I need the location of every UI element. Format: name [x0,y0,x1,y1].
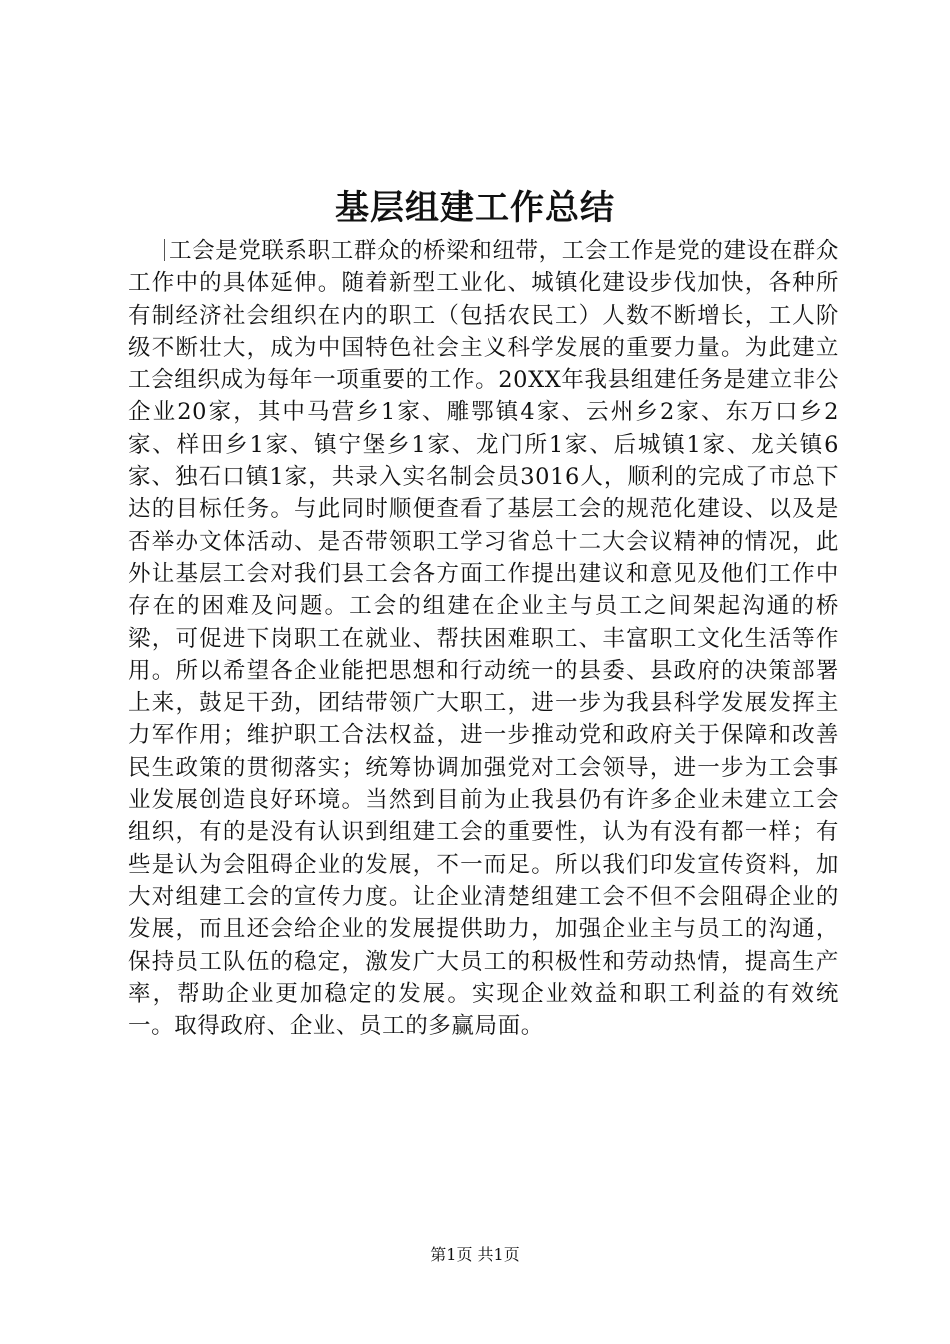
page-footer: 第1页 共1页 [430,1245,520,1264]
body-paragraph [128,235,839,1042]
text-cursor [164,239,165,261]
document-title: 基层组建工作总结 [335,188,615,228]
body-text: 工会是党联系职工群众的桥梁和纽带，工会工作是党的建设在群众工作中的具体延伸。随着新型工业化、城镇化建设步伐加快，各种所有制经济社会组织在内的职工（包括农民工）人数不断增长，工人阶级不断壮大，成为中国特色社会主义科学发展的重要力量。为此建立工会组织成为每年一项重要的工作。20XX年我县组建任务是建立非公企业20家，其中马营乡1家、雕鄂镇4家、云州乡2家、东万口乡2家、样田乡1家、镇宁堡乡1家、龙门所1家、后城镇1家、龙关镇6家、独石口镇1家，共录入实名制会员3016人，顺利的完成了市总下达的目标任务。与此同时顺便查看了基层工会的规范化建设、以及是否举办文体活动、是否带领职工学习省总十二大会议精神的情况，此外让基层工会对我们县工会各方面工作提出建议和意见及他们工作中存在的困难及问题。工会的组建在企业主与员工之间架起沟通的桥梁，可促进下岗职工在就业、帮扶困难职工、丰富职工文化生活等作用。所以希望各企业能把思想和行动统一的县委、县政府的决策部署上来，鼓足干劲，团结带领广大职工，进一步为我县科学发展发挥主力军作用；维护职工合法权益，进一步推动党和政府关于保障和改善民生政策的贯彻落实；统筹协调加强党对工会领导，进一步为工会事业发展创造良好环境。当然到目前为止我县仍有许多企业未建立工会组织，有的是没有认识到组建工会的重要性，认为有没有都一样；有些是认为会阻碍企业的发展，不一而足。所以我们印发宣传资料，加大对组建工会的宣传力度。让企业清楚组建工会不但不会阻碍企业的发展，而且还会给企业的发展提供助力，加强企业主与员工的沟通，保持员工队伍的稳定，激发广大员工的积极性和劳动热情，提高生产率，帮助企业更加稳定的发展。实现企业效益和职工利益的有效统一。取得政府、企业、员工的多赢局面。 [128,238,839,1040]
